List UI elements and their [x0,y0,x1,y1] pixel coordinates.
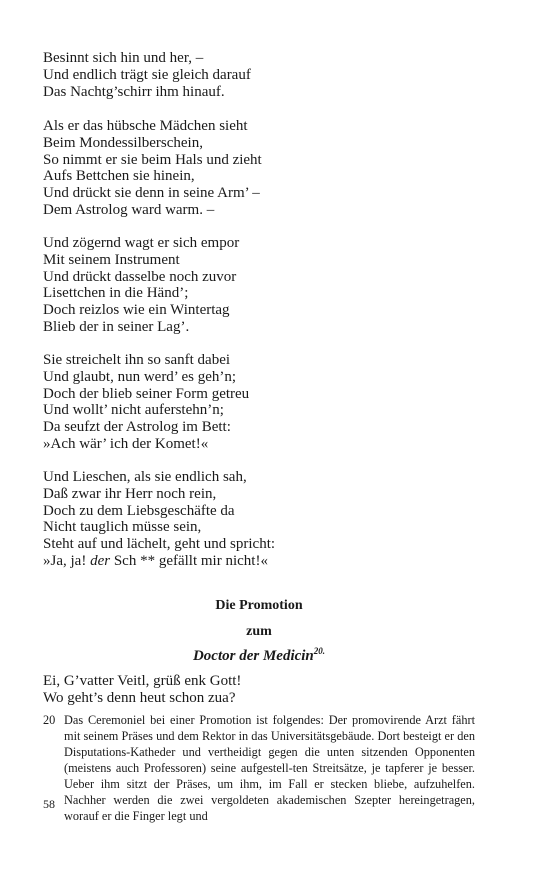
verse-line: Das Nachtg’schirr ihm hinauf. [43,83,225,100]
verse-line: Ei, G’vatter Veitl, grüß enk Gott! [43,673,242,689]
stanza-4 [43,352,503,453]
stanza-3 [43,235,503,336]
footnote-number: 20 [43,713,56,727]
verse-line: Beim Mondessilberschein, [43,134,203,151]
verse-line: Sie streichelt ihn so sanft dabei [43,352,231,368]
final-line-start: »Ja, ja! [43,552,91,569]
verse-line: Als er das hübsche Mädchen sieht [43,118,248,134]
stanza-2 [43,118,503,219]
verse-line: Und wollt’ nicht auferstehn’n; [43,402,224,419]
footnote [43,712,475,824]
verse-line: Nicht tauglich müsse sein, [43,519,202,536]
poem-subtitle-text: Doctor der Medicin [192,648,314,664]
page-number: 58 [43,797,55,811]
verse-line: So nimmt er sie beim Hals und zieht [43,151,262,168]
new-poem-stanza [43,673,503,707]
verse-line: Und endlich trägt sie gleich darauf [43,66,251,83]
verse-line: Wo geht’s denn heut schon zua? [43,689,236,706]
final-line-emphasis: der [90,552,111,569]
verse-line: Und Lieschen, als sie endlich sah, [43,469,247,485]
verse-line: Lisettchen in die Händ’; [43,285,189,302]
final-line-end: Sch ** gefällt mir nicht!« [110,552,268,569]
verse-line-final [43,553,503,570]
verse-line: Da seufzt der Astrolog im Bett: [43,419,231,436]
verse-line: Besinnt sich hin und her, – [43,50,204,66]
verse-line: »Ach wär’ ich der Komet!« [43,435,209,452]
stanza-5 [43,469,503,570]
footnote-reference: 20. [313,646,326,656]
verse-line: Mit seinem Instrument [43,251,180,268]
verse-line: Und drückt dasselbe noch zuvor [43,268,237,285]
poem-subtitle [43,648,475,665]
verse-line: Doch der blieb seiner Form getreu [43,385,250,402]
verse-line: Aufs Bettchen sie hinein, [43,168,195,185]
verse-line: Blieb der in seiner Lag’. [43,318,190,335]
poem-title-connector: zum [246,624,272,639]
footnote-text: Das Ceremoniel bei einer Promotion ist folgendes: Der promovirende Arzt fährt mit seinem Präses und dem Rektor in das Universitätsgebäude. Dort besteigt er den Disputations-Katheder und vertheidigt gegen die unten sitzenden Opponenten (meistens auch Professoren) seine aufgestell-ten Streitsätze, je tapferer je besser. Ueber ihm sitzt der Präses, um ihm, im Fall er stecken bliebe, aufzuhelfen. Nachher werden die zwei vergoldeten akademischen Szepter hereingetragen, worauf er die Finger legt und [64,713,475,823]
verse-line: Dem Astrolog ward warm. – [43,201,215,218]
verse-line: Und zögernd wagt er sich empor [43,235,240,251]
stanza-1 [43,50,503,100]
verse-line: Daß zwar ihr Herr noch rein, [43,485,217,502]
verse-line: Doch zu dem Liebsgeschäfte da [43,502,235,519]
verse-line: Und drückt sie denn in seine Arm’ – [43,185,260,202]
verse-line: Steht auf und lächelt, geht und spricht: [43,536,276,553]
poem-title: Die Promotion [215,598,303,613]
verse-line: Doch reizlos wie ein Wintertag [43,302,230,319]
verse-line: Und glaubt, nun werd’ es geh’n; [43,368,237,385]
